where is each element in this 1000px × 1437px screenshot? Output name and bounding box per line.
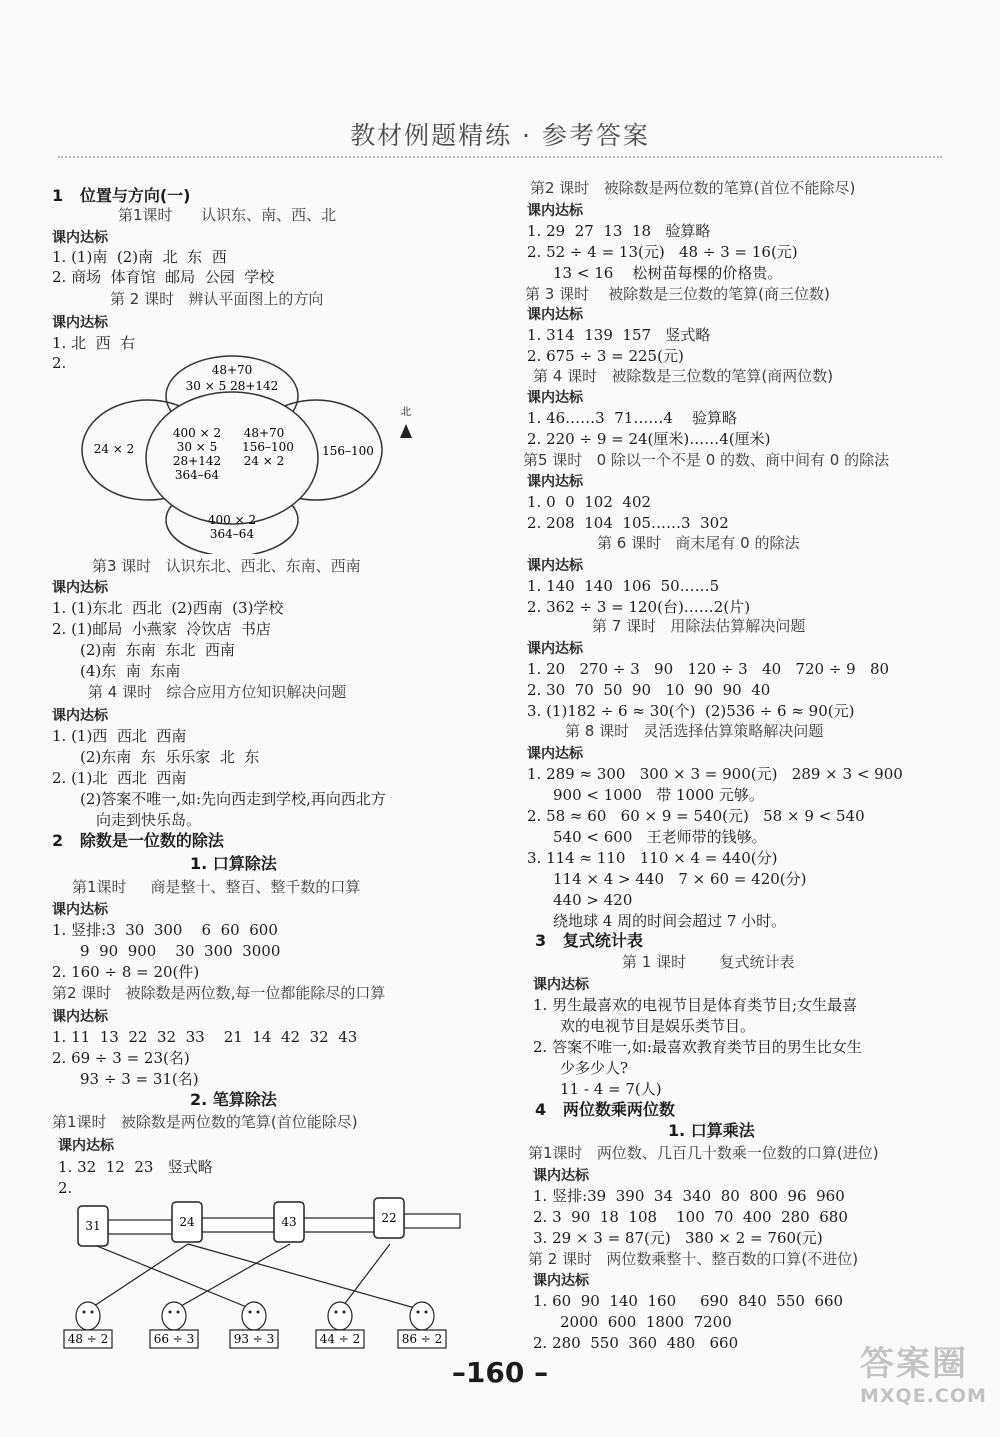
target-box-4	[316, 1330, 364, 1348]
mole-4-icon	[328, 1302, 352, 1330]
left-column-line: (2)答案不唯一,如:先向西走到学校,再向西北方	[80, 790, 386, 808]
left-column-line: 第1课时 被除数是两位数的笔算(首位能除尽)	[52, 1113, 358, 1131]
left-column-line: 1. 32 12 23 竖式略	[58, 1158, 213, 1176]
left-column-line: 2. 笔算除法	[190, 1090, 277, 1109]
right-column-line: 1. 29 27 13 18 验算略	[527, 222, 711, 240]
title-rule	[58, 156, 942, 158]
right-column-line: 2. 675 ÷ 3 = 225(元)	[527, 347, 684, 365]
right-column-line: 11 - 4 = 7(人)	[560, 1080, 662, 1098]
bottom-line-2: 364–64	[209, 527, 255, 541]
top-line-1: 48+70	[211, 363, 253, 377]
left-column-line: (4)东 南 东南	[80, 662, 181, 680]
left-column-line: (2)东南 东 乐乐家 北 东	[80, 748, 260, 766]
left-column-line: 课内达标	[52, 708, 108, 724]
left-column-line: 第2 课时 被除数是两位数,每一位都能除尽的口算	[52, 984, 386, 1002]
target-4-label: 44 ÷ 2	[319, 1332, 361, 1346]
left-expression: 24 × 2	[93, 442, 135, 456]
right-column-line: 1. 男生最喜欢的电视节目是体育类节目;女生最喜	[533, 996, 858, 1014]
right-column-line: 4 两位数乘两位数	[535, 1100, 675, 1119]
left-column-line: 2.	[58, 1179, 73, 1197]
watermark-small: MXQE.COM	[860, 1385, 987, 1407]
right-column-line: 2. 52 ÷ 4 = 13(元) 48 ÷ 3 = 16(元)	[527, 243, 798, 261]
right-column-line: 欢的电视节目是娱乐类节目。	[560, 1017, 756, 1035]
left-column-line: 1. 竖排:3 30 300 6 60 600	[52, 921, 278, 939]
hammer-diagram	[40, 1192, 480, 1354]
right-column-line: 2. 58 ≈ 60 60 × 9 = 540(元) 58 × 9 < 540	[527, 807, 865, 825]
right-column-line: 课内达标	[533, 1168, 589, 1184]
right-column-line: 114 × 4 > 440 7 × 60 = 420(分)	[553, 870, 807, 888]
center-left-4: 364–64	[174, 468, 220, 482]
mole-3-icon	[242, 1302, 266, 1330]
right-column-line: 第 8 课时 灵活选择估算策略解决问题	[565, 722, 824, 740]
right-column-line: 3. 29 × 3 = 87(元) 380 × 2 = 760(元)	[533, 1229, 823, 1247]
left-column-line: 课内达标	[52, 230, 108, 246]
left-column-line: 1. 北 西 右	[52, 334, 136, 352]
left-column-line: 1. (1)西 西北 西南	[52, 727, 187, 745]
center-left-1: 400 × 2	[172, 426, 222, 440]
right-column-line: 第2 课时 被除数是两位数的笔算(首位不能除尽)	[530, 179, 856, 197]
top-line-2: 30 × 5 28+142	[185, 379, 279, 393]
left-column-line: 第 4 课时 综合应用方位知识解决问题	[88, 683, 347, 701]
right-column-line: 1. 314 139 157 竖式略	[527, 326, 711, 344]
right-column-line: 课内达标	[527, 307, 583, 323]
right-column-line: 课内达标	[527, 474, 583, 490]
right-column-line: 2. 362 ÷ 3 = 120(台)……2(片)	[527, 598, 751, 616]
flower-diagram	[80, 354, 420, 554]
left-column-line: 课内达标	[52, 580, 108, 596]
right-column-line: 第 3 课时 被除数是三位数的笔算(商三位数)	[525, 285, 830, 303]
left-column-line: 第1课时 商是整十、整百、整千数的口算	[72, 878, 361, 896]
right-column-line: 2. 208 104 105……3 302	[527, 514, 729, 532]
right-column-line: 少多少人?	[560, 1059, 629, 1077]
right-column-line: 第5 课时 0 除以一个不是 0 的数、商中间有 0 的除法	[523, 451, 890, 469]
right-column-line: 2. 答案不唯一,如:最喜欢教育类节目的男生比女生	[533, 1038, 862, 1056]
right-column-line: 2. 30 70 50 90 10 90 90 40	[527, 681, 771, 699]
hammer-4-label: 22	[381, 1211, 397, 1225]
right-column-line: 13 < 16 松树苗每棵的价格贵。	[553, 264, 783, 282]
hammer-3-icon	[274, 1202, 376, 1242]
right-column-line: 课内达标	[527, 641, 583, 657]
center-left-3: 28+142	[172, 454, 222, 468]
right-column-line: 900 < 1000 带 1000 元够。	[553, 786, 764, 804]
right-column-line: 课内达标	[527, 390, 583, 406]
left-column-line: 9 90 900 30 300 3000	[80, 942, 281, 960]
right-column-line: 2000 600 1800 7200	[560, 1313, 732, 1331]
right-column-line: 课内达标	[527, 558, 583, 574]
mole-1-icon	[76, 1302, 100, 1330]
target-box-1	[64, 1330, 112, 1348]
north-arrow-icon	[400, 424, 412, 438]
right-column-line: 课内达标	[533, 977, 589, 993]
right-column-line: 1. 46……3 71……4 验算略	[527, 409, 737, 427]
left-column-line: 向走到快乐岛。	[96, 811, 202, 829]
left-column-line: 课内达标	[52, 315, 108, 331]
left-column-line: 1. (1)东北 西北 (2)西南 (3)学校	[52, 599, 284, 617]
left-column-line: 1. 口算除法	[190, 854, 277, 873]
center-left-2: 30 × 5	[176, 440, 218, 454]
left-column-line: 第3 课时 认识东北、西北、东南、西南	[92, 557, 361, 575]
left-column-line: 1. 11 13 22 32 33 21 14 42 32 43	[52, 1028, 358, 1046]
target-box-3	[230, 1330, 278, 1348]
target-box-2	[150, 1330, 198, 1348]
left-column-line: 93 ÷ 3 = 31(名)	[80, 1070, 199, 1088]
page-title: 教材例题精练 · 参考答案	[350, 121, 650, 150]
left-column-line: 2 除数是一位数的除法	[52, 831, 224, 850]
target-1-label: 48 ÷ 2	[67, 1332, 109, 1346]
right-column-line: 1. 0 0 102 402	[527, 493, 652, 511]
right-column-line: 课内达标	[527, 203, 583, 219]
left-column-line: 1. (1)南 (2)南 北 东 西	[52, 248, 227, 266]
left-column-line: 1 位置与方向(一)	[52, 186, 191, 205]
left-column-line: 课内达标	[58, 1138, 114, 1154]
hammer-2-icon	[172, 1202, 274, 1242]
compass-label: 北	[401, 407, 411, 418]
right-column-line: 3. 114 ≈ 110 110 × 4 = 440(分)	[527, 849, 778, 867]
connecting-lines	[88, 1244, 422, 1310]
left-column-line: 2. 69 ÷ 3 = 23(名)	[52, 1049, 190, 1067]
hammer-1-icon	[78, 1206, 180, 1246]
left-column-line: 课内达标	[52, 1009, 108, 1025]
watermark-big: 答案圈	[860, 1344, 968, 1384]
right-column-line: 540 < 600 王老师带的钱够。	[553, 828, 767, 846]
left-column-line: (2)南 东南 东北 西南	[80, 641, 235, 659]
target-2-label: 66 ÷ 3	[153, 1332, 195, 1346]
right-column-line: 课内达标	[533, 1273, 589, 1289]
bottom-line-1: 400 × 2	[207, 513, 257, 527]
right-column-line: 第 7 课时 用除法估算解决问题	[592, 617, 806, 635]
hammer-2-label: 24	[179, 1215, 195, 1229]
right-column-line: 3. (1)182 ÷ 6 ≈ 30(个) (2)536 ÷ 6 ≈ 90(元)	[527, 702, 855, 720]
left-column-line: 第1课时 认识东、南、西、北	[118, 206, 337, 224]
target-3-label: 93 ÷ 3	[233, 1332, 275, 1346]
left-column-line: 2. 商场 体育馆 邮局 公园 学校	[52, 268, 275, 286]
center-right-1: 48+70	[243, 426, 285, 440]
left-column-line: 2. 160 ÷ 8 = 20(件)	[52, 963, 200, 981]
right-column-line: 1. 口算乘法	[668, 1121, 755, 1140]
right-column-line: 1. 60 90 140 160 690 840 550 660	[533, 1292, 844, 1310]
mole-5-icon	[410, 1302, 434, 1330]
center-right-3: 24 × 2	[243, 454, 285, 468]
center-circle	[146, 392, 318, 524]
right-column-line: 第 1 课时 复式统计表	[622, 953, 795, 971]
right-column-line: 第1课时 两位数、几百几十数乘一位数的口算(进位)	[528, 1144, 879, 1162]
right-column-line: 绕地球 4 周的时间会超过 7 小时。	[553, 912, 787, 930]
target-5-label: 86 ÷ 2	[401, 1332, 443, 1346]
right-column-line: 2. 280 550 360 480 660	[533, 1334, 739, 1352]
hammer-4-icon	[374, 1198, 460, 1238]
left-column-line: 2.	[52, 354, 67, 372]
right-column-line: 1. 140 140 106 50……5	[527, 577, 720, 595]
left-column-line: 2. (1)邮局 小燕家 冷饮店 书店	[52, 620, 271, 638]
right-column-line: 第 4 课时 被除数是三位数的笔算(商两位数)	[533, 367, 834, 385]
hammer-1-label: 31	[85, 1219, 101, 1233]
target-box-5	[398, 1330, 446, 1348]
right-expression: 156–100	[322, 444, 374, 458]
right-column-line: 课内达标	[527, 746, 583, 762]
right-column-line: 2. 3 90 18 108 100 70 400 280 680	[533, 1208, 848, 1226]
right-column-line: 440 > 420	[553, 891, 633, 909]
center-right-2: 156–100	[242, 440, 294, 454]
page-number: –160 –	[451, 1356, 549, 1389]
watermark-logo	[860, 1336, 996, 1407]
left-column-line: 课内达标	[52, 902, 108, 918]
right-column-line: 第 2 课时 两位数乘整十、整百数的口算(不进位)	[528, 1250, 859, 1268]
left-column-line: 2. (1)北 西北 西南	[52, 769, 187, 787]
right-column-line: 3 复式统计表	[535, 931, 643, 950]
right-column-line: 第 6 课时 商末尾有 0 的除法	[597, 534, 800, 552]
right-column-line: 1. 20 270 ÷ 3 90 120 ÷ 3 40 720 ÷ 9 80	[527, 660, 890, 678]
right-column-line: 1. 竖排:39 390 34 340 80 800 96 960	[533, 1187, 845, 1205]
left-column-line: 第 2 课时 辨认平面图上的方向	[110, 290, 324, 308]
right-column-line: 2. 220 ÷ 9 = 24(厘米)……4(厘米)	[527, 430, 771, 448]
hammer-3-label: 43	[281, 1215, 297, 1229]
mole-2-icon	[162, 1302, 186, 1330]
right-column-line: 1. 289 ≈ 300 300 × 3 = 900(元) 289 × 3 < 900	[527, 765, 903, 783]
